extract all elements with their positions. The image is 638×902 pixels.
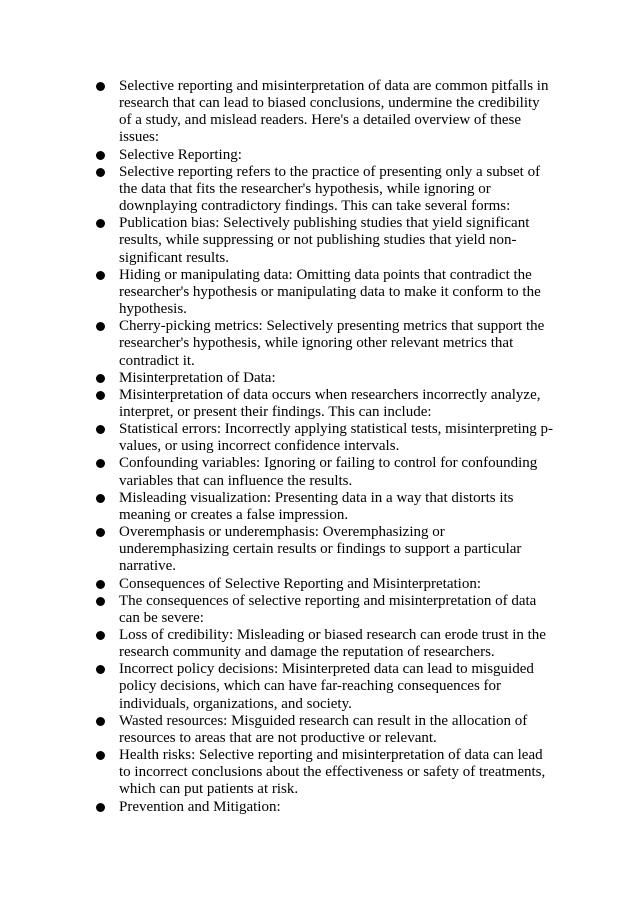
list-item-text: Incorrect policy decisions: Misinterpreted data can lead to misguided policy decisions, which can have far-reaching consequences for individuals, organizations, and society. <box>119 661 534 712</box>
list-item <box>95 524 555 575</box>
list-item-text: Statistical errors: Incorrectly applying statistical tests, misinterpreting p-values, or using incorrect confidence intervals. <box>119 421 554 455</box>
bullet-icon <box>95 421 119 438</box>
list-item-text: Publication bias: Selectively publishing studies that yield significant results, while suppressing or not publishing studies that yield non-significant results. <box>119 215 530 266</box>
list-item <box>95 747 555 798</box>
list-item-text: Cherry-picking metrics: Selectively presenting metrics that support the researcher's hypothesis, while ignoring other relevant metrics that contradict it. <box>119 318 545 369</box>
list-item-text: Health risks: Selective reporting and misinterpretation of data can lead to incorrect conclusions about the effectiveness or safety of treatments, which can put patients at risk. <box>119 747 546 798</box>
bullet-icon <box>95 576 119 593</box>
section-heading: Prevention and Mitigation: <box>119 798 281 815</box>
bullet-icon <box>95 78 119 95</box>
bullet-list <box>95 78 555 816</box>
section-heading: Consequences of Selective Reporting and Misinterpretation: <box>119 575 481 592</box>
list-item <box>95 421 555 455</box>
list-item <box>95 627 555 661</box>
list-item <box>95 147 555 164</box>
list-item <box>95 370 555 387</box>
section-heading: Misinterpretation of Data: <box>119 369 276 386</box>
list-item-text: Misinterpretation of data occurs when researchers incorrectly analyze, interpret, or present their findings. This can include: <box>119 386 541 420</box>
bullet-icon <box>95 593 119 610</box>
list-item <box>95 387 555 421</box>
list-item-text: Loss of credibility: Misleading or biased research can erode trust in the research community and damage the reputation of researchers. <box>119 627 546 661</box>
bullet-icon <box>95 147 119 164</box>
list-item-text: Overemphasis or underemphasis: Overemphasizing or underemphasizing certain results or findings to support a particular narrative. <box>119 524 522 575</box>
list-item <box>95 713 555 747</box>
list-item <box>95 593 555 627</box>
bullet-icon <box>95 713 119 730</box>
bullet-icon <box>95 318 119 335</box>
section-heading: Selective Reporting: <box>119 146 242 163</box>
list-item <box>95 318 555 369</box>
list-item-text: Selective reporting refers to the practice of presenting only a subset of the data that fits the researcher's hypothesis, while ignoring or downplaying contradictory findings. This can take several forms: <box>119 163 541 215</box>
bullet-icon <box>95 799 119 816</box>
bullet-icon <box>95 387 119 404</box>
bullet-icon <box>95 370 119 387</box>
bullet-icon <box>95 627 119 644</box>
list-item-text: The consequences of selective reporting and misinterpretation of data can be severe: <box>119 592 537 626</box>
bullet-icon <box>95 747 119 764</box>
list-item-text: Wasted resources: Misguided research can result in the allocation of resources to areas that are not productive or relevant. <box>119 712 528 746</box>
bullet-icon <box>95 455 119 472</box>
list-item-text: Misleading visualization: Presenting data in a way that distorts its meaning or creates a false impression. <box>119 489 514 523</box>
list-item <box>95 455 555 489</box>
list-item-text: Confounding variables: Ignoring or failing to control for confounding variables that can influence the results. <box>119 455 538 489</box>
bullet-icon <box>95 267 119 284</box>
list-item-text: Hiding or manipulating data: Omitting data points that contradict the researcher's hypothesis or manipulating data to make it conform to the hypothesis. <box>119 266 541 318</box>
list-item <box>95 164 555 215</box>
list-item <box>95 215 555 266</box>
list-item <box>95 78 555 147</box>
list-item-text: Selective reporting and misinterpretation of data are common pitfalls in research that can lead to biased conclusions, undermine the credibility of a study, and mislead readers. Here's a detailed overview of these issues: <box>119 78 549 146</box>
bullet-icon <box>95 215 119 232</box>
list-item <box>95 661 555 712</box>
list-item <box>95 490 555 524</box>
list-item <box>95 267 555 318</box>
bullet-icon <box>95 490 119 507</box>
bullet-icon <box>95 164 119 181</box>
bullet-icon <box>95 524 119 541</box>
bullet-icon <box>95 661 119 678</box>
list-item <box>95 799 555 816</box>
list-item <box>95 576 555 593</box>
